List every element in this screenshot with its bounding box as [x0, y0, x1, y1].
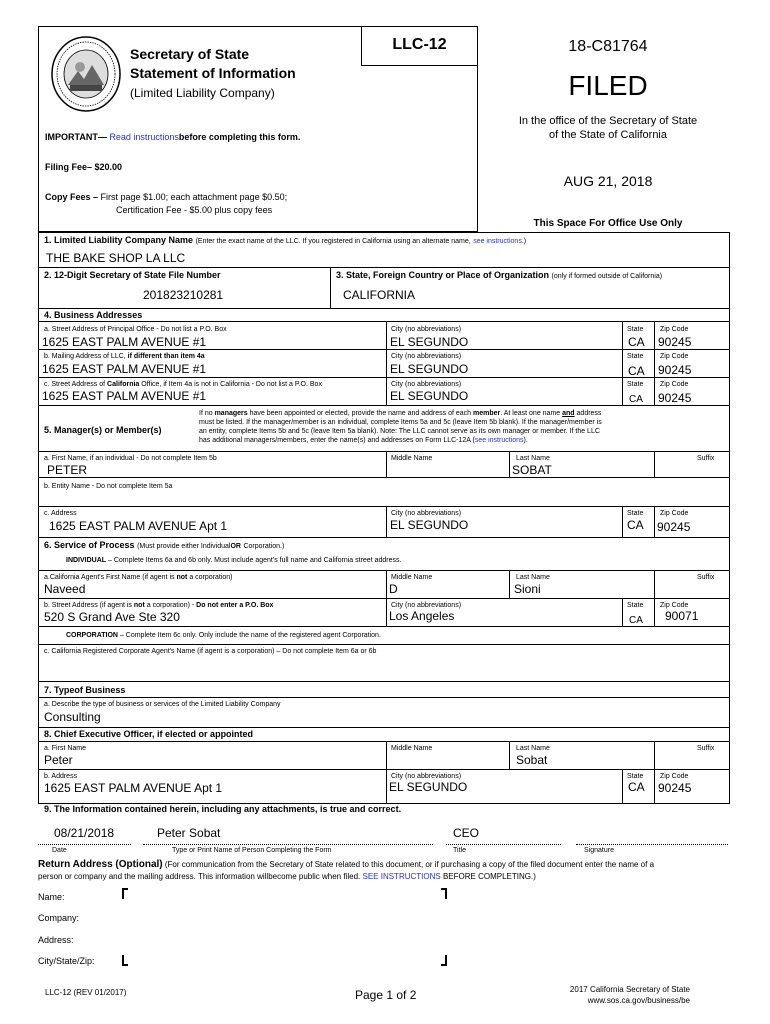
important-line — [45, 132, 300, 143]
s8-last-name[interactable]: Sobat — [516, 753, 548, 767]
s4b-city-label: City (no abbreviations) — [391, 353, 462, 360]
s1-note: (Enter the exact name of the LLC. If you registered in California using an alternate name, — [195, 238, 471, 245]
divider — [386, 598, 387, 626]
filed-date: AUG 21, 2018 — [563, 173, 653, 189]
divider — [654, 451, 655, 477]
s4c-street[interactable]: 1625 EAST PALM AVENUE #1 — [42, 389, 207, 403]
s4b-city[interactable]: EL SEGUNDO — [390, 362, 469, 376]
s6-last-name[interactable]: Sioni — [514, 582, 541, 596]
divider — [654, 321, 655, 405]
s8-street[interactable]: 1625 EAST PALM AVENUE Apt 1 — [44, 781, 223, 795]
s5-first-name[interactable]: PETER — [47, 463, 88, 477]
s6-zip-label: Zip Code — [660, 602, 689, 609]
s5-street[interactable]: 1625 EAST PALM AVENUE Apt 1 — [49, 519, 228, 533]
divider — [622, 506, 623, 537]
s6-individual-note: – Complete Items 6a and 6b only. Must include agent's full name and California street address. — [108, 557, 402, 564]
divider — [509, 451, 510, 477]
s5-state-label: State — [627, 510, 644, 517]
s4b-state-label: State — [627, 353, 644, 360]
s4c-state-label: State — [627, 381, 644, 388]
s4a-state-label: State — [627, 326, 644, 333]
form-title: Statement of Information — [130, 65, 296, 81]
divider — [386, 769, 387, 804]
s4c-city-label: City (no abbreviations) — [391, 381, 462, 388]
divider — [654, 769, 655, 804]
divider — [38, 598, 730, 599]
s5-middle-label: Middle Name — [391, 455, 433, 462]
s5-city-label: City (no abbreviations) — [391, 510, 462, 517]
s4b-label — [44, 353, 205, 361]
divider — [386, 321, 387, 405]
s9-title[interactable]: CEO — [453, 826, 480, 840]
return-company-label: Company: — [38, 913, 80, 923]
s1-title: 1. Limited Liability Company Name — [44, 235, 194, 245]
divider — [38, 377, 730, 378]
s5-instr2: must be listed. If the manager/member is an individual, complete Items 5a and 5c (leave Item 5b blank). If the manager/member is — [199, 419, 602, 426]
s6-middle-name[interactable]: D — [389, 582, 398, 596]
s5-instr1-f: and — [562, 410, 575, 417]
s5-instructions-link[interactable]: see instructions — [474, 437, 524, 444]
divider — [38, 405, 730, 406]
s4b-street[interactable]: 1625 EAST PALM AVENUE #1 — [42, 362, 207, 376]
s1-instructions-link[interactable]: see instructions — [473, 238, 522, 245]
divider — [38, 741, 730, 742]
s8-zip-label: Zip Code — [660, 773, 689, 780]
s6-corporation-line — [66, 632, 381, 640]
return-address-input[interactable] — [124, 888, 448, 968]
s7-label: 7. Typeof Business — [44, 685, 126, 695]
s6-individual-label: INDIVIDUAL — [66, 557, 107, 564]
return-address-label: Address: — [38, 935, 74, 945]
divider — [38, 477, 730, 478]
s6-zip[interactable]: 90071 — [665, 609, 699, 623]
s5-zip-label: Zip Code — [660, 510, 689, 517]
s5-last-label: Last Name — [516, 455, 550, 462]
divider — [654, 741, 655, 769]
s5-instr1-a: If no — [199, 410, 213, 417]
s5-instr1-d: member — [473, 410, 501, 417]
filing-fee: Filing Fee– $20.00 — [45, 162, 123, 172]
divider — [38, 844, 131, 845]
return-note2-end: BEFORE COMPLETING.) — [442, 872, 536, 881]
important-rest: before completing this form. — [178, 132, 301, 142]
bracket-top-right-icon — [440, 888, 448, 900]
divider — [576, 844, 728, 845]
s4-label: 4. Business Addresses — [44, 310, 143, 320]
s3-label — [336, 270, 662, 282]
s6-note-a: (Must provide either Individual — [137, 543, 231, 550]
s9-title-label: Title — [453, 847, 466, 854]
file-number-field[interactable]: 201823210281 — [143, 288, 224, 302]
s8-middle-label: Middle Name — [391, 745, 433, 752]
s4c-label — [44, 381, 322, 389]
s8-first-name[interactable]: Peter — [44, 753, 73, 767]
s8-suffix-label: Suffix — [697, 745, 715, 752]
divider — [509, 570, 510, 598]
s5-instr4: has additional managers/members, enter the name(s) and addresses on Form LLC-12A ( — [199, 437, 475, 444]
s4a-street[interactable]: 1625 EAST PALM AVENUE #1 — [42, 335, 207, 349]
s6-corporation-note: – Complete Item 6c only. Only include the name of the registered agent Corporation. — [119, 632, 381, 639]
divider — [38, 626, 730, 627]
divider — [38, 349, 730, 350]
s8b-label: b. Address — [44, 773, 78, 780]
s6b-label-b: not — [133, 602, 145, 609]
s5-suffix-label: Suffix — [697, 455, 715, 462]
s9-name[interactable]: Peter Sobat — [157, 826, 221, 840]
s1-label — [44, 235, 526, 247]
s8-state[interactable]: CA — [628, 780, 645, 794]
s4c-state[interactable]: CA — [629, 394, 643, 405]
s3-note: (only if formed outside of California) — [551, 273, 663, 280]
s4b-zip-label: Zip Code — [660, 353, 689, 360]
s5-city[interactable]: EL SEGUNDO — [390, 518, 469, 532]
s6-note-c: Corporation.) — [243, 543, 285, 550]
s6-corporation-label: CORPORATION — [66, 632, 118, 639]
s5-zip[interactable]: 90245 — [657, 520, 691, 534]
s5-label: 5. Manager(s) or Member(s) — [44, 425, 162, 435]
return-city-label: City/State/Zip: — [38, 956, 95, 966]
s6-label — [44, 540, 284, 552]
organization-place-field[interactable]: CALIFORNIA — [343, 288, 416, 302]
s5-instructions — [199, 409, 725, 445]
s6a-label-a: a.California Agent's First Name (if agent is — [44, 574, 175, 581]
divider — [38, 267, 730, 268]
s6-individual-line — [66, 557, 401, 565]
s6-first-name[interactable]: Naveed — [44, 582, 86, 596]
s6b-label — [44, 602, 273, 610]
agency-title: Secretary of State — [130, 46, 250, 62]
s1-note-end: .) — [521, 238, 527, 245]
footer-page: Page 1 of 2 — [355, 988, 417, 1002]
return-name-label: Name: — [38, 892, 65, 902]
footer-url: www.sos.ca.gov/business/be — [587, 996, 690, 1005]
divider — [622, 321, 623, 405]
business-type-field[interactable]: Consulting — [44, 710, 101, 724]
divider — [38, 727, 730, 728]
s4c-city[interactable]: EL SEGUNDO — [390, 389, 469, 403]
s5-state[interactable]: CA — [627, 518, 644, 532]
divider — [38, 321, 730, 322]
s4a-zip[interactable]: 90245 — [658, 335, 692, 349]
office-use-note: This Space For Office Use Only — [533, 218, 683, 229]
divider — [386, 451, 387, 477]
s4c-zip[interactable]: 90245 — [658, 391, 692, 405]
s6b-label-d: Do not enter a P.O. Box — [196, 602, 274, 609]
divider — [622, 769, 623, 804]
s5-instr1-e: . At least one name — [500, 410, 561, 417]
form-subtitle: (Limited Liability Company) — [130, 86, 275, 100]
office-line2: of the State of California — [548, 129, 667, 141]
s8-city-label: City (no abbreviations) — [391, 773, 462, 780]
s8-city[interactable]: EL SEGUNDO — [389, 780, 468, 794]
s4c-label-a: c. Street Address of — [44, 381, 106, 388]
divider — [386, 741, 387, 769]
s8-last-label: Last Name — [516, 745, 550, 752]
s6-state-label: State — [627, 602, 644, 609]
s6c-label: c. California Registered Corporate Agent's Name (if agent is a corporation) – Do not complete Item 6a or 6b — [44, 648, 377, 655]
return-note2: person or company and the mailing address. This information willbecome public when filed. — [38, 872, 361, 881]
s6a-label-c: a corporation) — [189, 574, 233, 581]
s3-title: 3. State, Foreign Country or Place of Organization — [336, 270, 550, 280]
s6-middle-label: Middle Name — [391, 574, 433, 581]
s6-note-b: OR — [230, 543, 241, 550]
return-note1: (For communication from the Secretary of State related to this document, or if purchasing a copy of the filed document enter the name of a — [164, 860, 655, 869]
divider — [654, 506, 655, 537]
divider — [622, 598, 623, 626]
copy-fees-label: Copy Fees – — [45, 192, 99, 202]
bracket-top-left-icon — [122, 888, 130, 900]
file-number: 18-C81764 — [568, 38, 648, 55]
s6-title: 6. Service of Process — [44, 540, 135, 550]
divider — [38, 769, 730, 770]
s6-last-label: Last Name — [516, 574, 550, 581]
s5-instr4-end: ). — [523, 437, 528, 444]
s6b-label-c: a corporation) - — [146, 602, 195, 609]
s5-instr1-b: managers — [214, 410, 248, 417]
return-label: Return Address (Optional) — [38, 859, 163, 870]
divider — [38, 570, 730, 571]
divider — [386, 506, 387, 537]
copy-fees — [45, 192, 287, 203]
s9-name-label: Type or Print Name of Person Completing the Form — [172, 847, 332, 854]
divider — [38, 451, 730, 452]
divider — [330, 267, 331, 308]
divider — [38, 644, 730, 645]
return-address-block — [38, 859, 728, 883]
s5-instr3: an entity, complete Items 5b and 5c (leave Item 5a blank). Note: The LLC cannot serve as its own manager or member. If the LLC — [199, 428, 600, 435]
s5b-label: b. Entity Name - Do not complete Item 5a — [44, 483, 173, 490]
s6-street[interactable]: 520 S Grand Ave Ste 320 — [44, 610, 180, 624]
copy-fees-line2: Certification Fee - $5.00 plus copy fees — [116, 205, 273, 215]
divider — [654, 570, 655, 598]
divider — [386, 570, 387, 598]
s4b-label-a: b. Mailing Address of LLC, — [44, 353, 126, 360]
divider — [38, 537, 730, 538]
s8-state-label: State — [627, 773, 644, 780]
read-instructions-link[interactable]: Read instructions — [109, 132, 179, 142]
s4a-city-label: City (no abbreviations) — [391, 326, 462, 333]
s4a-zip-label: Zip Code — [660, 326, 689, 333]
divider — [509, 741, 510, 769]
s5-instr1-c: have been appointed or elected, provide the name and address of each — [249, 410, 472, 417]
s5a-label: a. First Name, if an individual - Do not complete Item 5b — [44, 455, 217, 462]
s5-instr1-g: address — [576, 410, 602, 417]
s4b-zip[interactable]: 90245 — [658, 363, 692, 377]
divider — [38, 697, 730, 698]
bracket-bottom-left-icon — [122, 954, 130, 966]
divider — [38, 681, 730, 682]
divider — [38, 506, 730, 507]
s9-date[interactable]: 08/21/2018 — [54, 826, 115, 840]
s4c-zip-label: Zip Code — [660, 381, 689, 388]
return-instructions-link[interactable]: SEE INSTRUCTIONS — [362, 872, 441, 881]
bracket-bottom-right-icon — [440, 954, 448, 966]
footer-copyright: 2017 California Secretary of State — [569, 985, 690, 994]
footer-form-code: LLC-12 (REV 01/2017) — [45, 988, 127, 997]
s6-city-label: City (no abbreviations) — [391, 602, 462, 609]
divider — [654, 598, 655, 626]
s6a-label — [44, 574, 233, 582]
s8-label: 8. Chief Executive Officer, if elected or appointed — [44, 729, 254, 739]
important-label: IMPORTANT— — [45, 132, 107, 142]
s6-suffix-label: Suffix — [697, 574, 715, 581]
s5-last-name[interactable]: SOBAT — [512, 463, 552, 477]
divider — [38, 308, 730, 309]
filed-stamp: FILED — [568, 70, 648, 101]
s2-label: 2. 12-Digit Secretary of State File Number — [44, 270, 221, 280]
s4c-label-c: Office, if Item 4a is not in California - Do not list a P.O. Box — [141, 381, 322, 388]
llc-name-field[interactable]: THE BAKE SHOP LA LLC — [46, 251, 186, 265]
office-line1: In the office of the Secretary of State — [518, 115, 698, 127]
s6-city[interactable]: Los Angeles — [389, 609, 455, 623]
s4a-label: a. Street Address of Principal Office - Do not list a P.O. Box — [44, 326, 227, 333]
s8-zip[interactable]: 90245 — [658, 781, 692, 795]
s9-date-label: Date — [52, 847, 67, 854]
s4b-label-b: if different than item 4a — [127, 353, 205, 360]
s6-state[interactable]: CA — [629, 615, 643, 626]
s5c-label: c. Address — [44, 510, 77, 517]
s4a-city[interactable]: EL SEGUNDO — [390, 335, 469, 349]
s6b-label-a: b. Street Address (if agent is — [44, 602, 132, 609]
copy-fees-line1: First page $1.00; each attachment page $0.50; — [100, 192, 288, 202]
s8a-label: a. First Name — [44, 745, 87, 752]
s6a-label-b: not — [176, 574, 188, 581]
s9-signature-label: Signature — [584, 847, 614, 854]
state-seal-icon — [50, 35, 122, 113]
s9-label: 9. The Information contained herein, including any attachments, is true and correct. — [44, 804, 402, 814]
s7a-label: a. Describe the type of business or services of the Limited Liability Company — [44, 701, 281, 708]
divider — [143, 844, 433, 845]
divider — [446, 844, 561, 845]
s4b-state[interactable]: CA — [628, 364, 645, 378]
form-code: LLC-12 — [392, 36, 447, 53]
s4a-state[interactable]: CA — [628, 335, 645, 349]
s4c-label-b: California — [107, 381, 140, 388]
